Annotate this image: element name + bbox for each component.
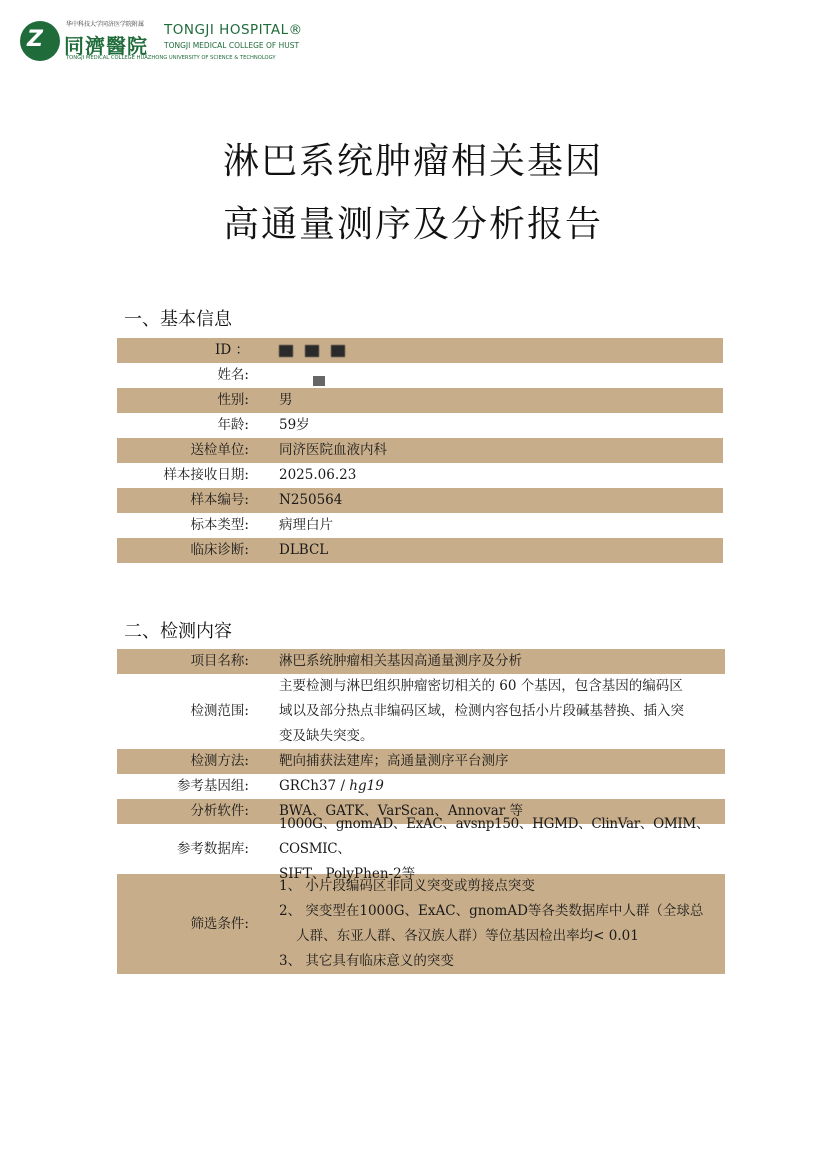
row-value: BWA、GATK、VarScan、Annovar 等 [279,803,524,819]
table-row [117,674,725,749]
row-label: 样本编号: [190,492,249,508]
row-label: 年龄: [217,417,249,433]
table-row [117,749,725,774]
filter-line: 2、 突变型在1000G、ExAC、gnomAD等各类数据库中人群（全球总 [279,903,704,919]
redacted-id-value [267,338,723,363]
row-label: 标本类型: [190,517,249,533]
filter-line: 1、 小片段编码区非同义突变或剪接点突变 [279,878,535,894]
table-row [117,363,723,388]
table-row [117,488,723,513]
row-value [267,674,725,749]
table-row [117,513,723,538]
db-line: 1000G、gnomAD、ExAC、avsnp150、HGMD、ClinVar、OMIM、COSMIC、 [279,815,710,857]
row-label: 姓名: [217,367,249,383]
db-line: SIFT、PolyPhen-2等 [279,865,416,882]
row-label: 样本接收日期: [163,467,249,483]
redacted-name-value [267,363,723,388]
row-label: 临床诊断: [190,542,249,558]
row-value [267,874,725,974]
section-test-content-heading: 二、检测内容 [124,621,232,642]
redaction-mark [313,376,325,386]
table-row [117,774,725,799]
section-basic-info-heading: 一、基本信息 [124,309,232,330]
row-label: 参考数据库: [176,840,249,857]
row-value: 淋巴系统肿瘤相关基因高通量测序及分析 [279,653,522,669]
table-row [117,413,723,438]
table-row [117,388,723,413]
basic-info-table [117,338,723,563]
row-label: 性别: [217,392,249,408]
test-content-table [117,649,725,974]
row-label: 筛选条件: [190,915,249,932]
row-value: DLBCL [279,542,329,558]
row-value [267,774,725,799]
logo-tiny-text: 华中科技大学同济医学院附属 [66,21,145,28]
hospital-logo [20,18,320,64]
logo-english-subtitle: TONGJI MEDICAL COLLEGE OF HUST [164,41,300,50]
logo-chinese-name: 同濟醫院 [64,34,148,58]
table-row [117,463,723,488]
row-label: 检测范围: [190,703,249,719]
report-title-line1: 淋巴系统肿瘤相关基因 [222,141,603,182]
ref-genome-alt: hg19 [349,778,384,794]
table-row [117,438,723,463]
filter-line: 3、 其它具有临床意义的突变 [279,953,454,969]
row-value: 靶向捕获法建库；高通量测序平台测序 [279,753,509,769]
row-value: 男 [279,392,293,408]
row-label: 检测方法: [190,753,249,769]
row-value: 59岁 [279,417,310,433]
table-row [117,338,723,363]
table-row [117,538,723,563]
report-title-line2: 高通量测序及分析报告 [222,204,603,245]
row-label: 送检单位: [190,442,249,458]
logo-english-fullname: TONGJI MEDICAL COLLEGE HUAZHONG UNIVERSITY OF SCIENCE & TECHNOLOGY [66,55,276,61]
scope-line: 域以及部分热点非编码区域，检测内容包括小片段碱基替换、插入突 [279,703,684,719]
logo-english-name: TONGJI HOSPITAL® [164,22,303,38]
logo-emblem-icon: Z [20,21,60,61]
row-value: N250564 [279,492,343,508]
row-label: 分析软件: [190,803,249,819]
scope-line: 变及缺失突变。 [279,728,374,744]
table-row [117,874,725,974]
row-label: 项目名称: [190,653,249,669]
row-value: 病理白片 [279,517,333,533]
row-label: 参考基因组: [176,778,249,794]
table-row [117,649,725,674]
row-label: ID ： [215,342,249,358]
row-value: 同济医院血液内科 [279,442,387,458]
filter-line: 人群、东亚人群、各汉族人群）等位基因检出率均< 0.01 [279,928,639,944]
table-row [117,815,725,882]
scope-line: 主要检测与淋巴组织肿瘤密切相关的 60 个基因，包含基因的编码区 [279,678,683,694]
ref-genome: GRCh37 / [279,778,350,794]
row-value: 2025.06.23 [279,467,357,483]
